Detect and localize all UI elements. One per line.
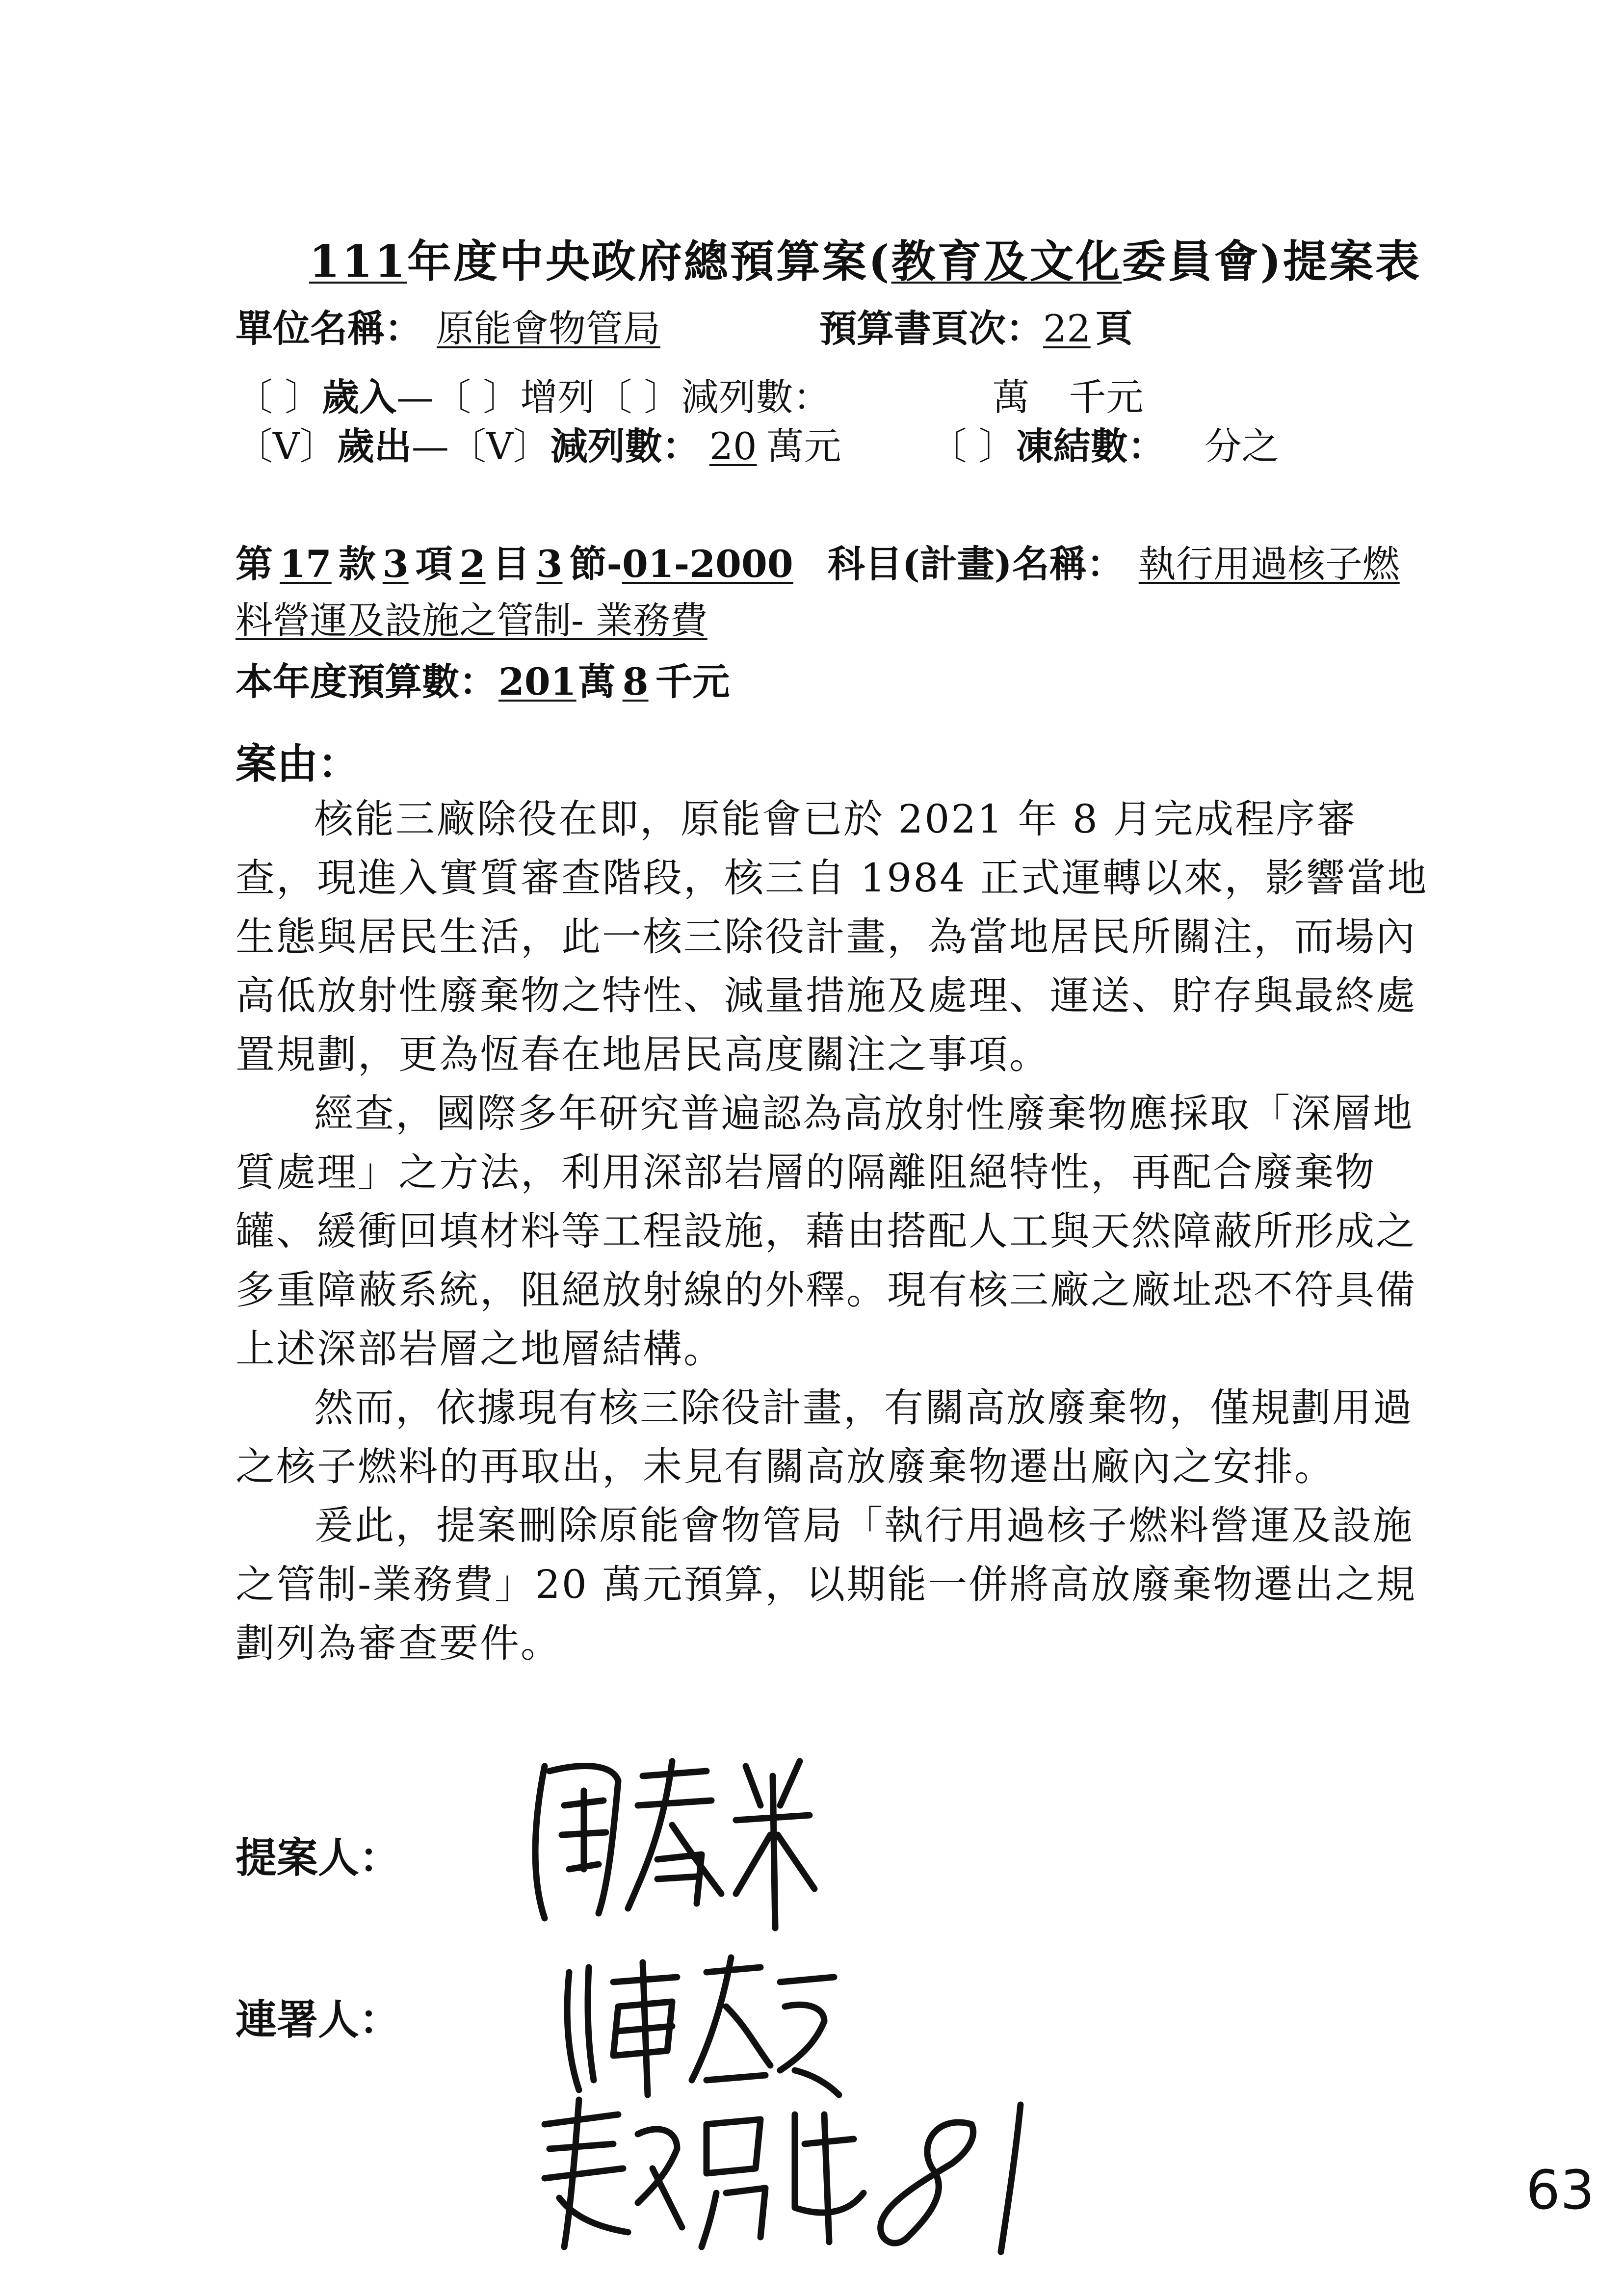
freeze-label: 凍結數： <box>1016 424 1165 468</box>
freeze-blank-2 <box>1289 422 1328 471</box>
revenue-checkbox: 〔 〕 <box>236 375 322 419</box>
expense-option: —〔V〕 <box>411 424 550 468</box>
proposer-label: 提案人： <box>236 1833 401 1882</box>
budget-thousand-label: 千元 <box>655 660 730 704</box>
revenue-kind: 歲入 <box>322 375 397 419</box>
subject-continuation-row <box>236 596 707 645</box>
revenue-row <box>236 373 1144 422</box>
title-main: 年度中央政府總預算案( <box>407 235 891 287</box>
subject-line-1: 執行用過核子燃 <box>1138 542 1400 586</box>
fiscal-year: 111 <box>309 235 407 287</box>
reason-paragraph-4 <box>236 1496 1438 1673</box>
subject-line-2: 料營運及設施之管制- 業務費 <box>236 599 707 642</box>
cut-label: 減列數： <box>550 424 700 468</box>
code-prefix: 第 <box>236 542 273 586</box>
cut-unit: 萬元 <box>766 424 841 468</box>
unit-row <box>236 304 1133 353</box>
revenue-amount-blank <box>831 373 993 422</box>
code-kuan: 17 <box>280 542 332 586</box>
unit-name: 原能會物管局 <box>437 307 660 350</box>
expense-checkbox: 〔V〕 <box>236 424 337 468</box>
code-kuan-label: 款 <box>338 542 376 586</box>
revenue-wan: 萬 <box>992 375 1030 419</box>
budget-label: 本年度預算數： <box>236 660 497 704</box>
code-mu: 2 <box>459 542 486 586</box>
budget-row <box>236 657 730 706</box>
reason-paragraph-2 <box>236 1084 1438 1379</box>
freeze-checkbox: 〔 〕 <box>929 424 1016 468</box>
code-sub: 01 <box>622 542 674 586</box>
code-row <box>236 540 1400 589</box>
subject-label: 科目(計畫)名稱： <box>827 542 1124 586</box>
revenue-thousand-blank <box>1030 373 1069 422</box>
reason-text-4: 爰此，提案刪除原能會物管局「執行用過核子燃料營運及設施之管制-業務費」20 萬元預算，以期能一併將高放廢棄物遷出之規劃列為審查要件。 <box>236 1503 1417 1666</box>
reason-paragraph-1 <box>236 790 1438 1084</box>
code-xiang-label: 項 <box>415 542 453 586</box>
reason-label: 案由： <box>236 739 360 788</box>
cosigner-label: 連署人： <box>236 1995 401 2044</box>
proposer-signature <box>515 1747 819 1933</box>
code-mu-label: 目 <box>492 542 530 586</box>
cosigner-signature-1 <box>550 1953 844 2100</box>
cut-value: 20 <box>709 424 757 468</box>
budget-wan: 201 <box>498 660 576 704</box>
form-title <box>309 226 1421 289</box>
budget-thousand: 8 <box>622 660 649 704</box>
reason-text-2: 經查，國際多年研究普遍認為高放射性廢棄物應採取「深層地質處理」之方法，利用深部岩層的隔離阻絕特性，再配合廢棄物罐、緩衝回填材料等工程設施，藉由搭配人工與天然障蔽所形成之多重障蔽系統，阻絕放射線的外釋。現有核三廠之廠址恐不符具備上述深部岩層之地層結構。 <box>236 1091 1416 1372</box>
page-value: 22 <box>1043 307 1091 350</box>
code-number: -2000 <box>674 542 793 586</box>
budget-wan-label: 萬 <box>578 660 616 704</box>
reason-text-3: 然而，依據現有核三除役計畫，有關高放廢棄物，僅規劃用過之核子燃料的再取出，未見有關高放廢棄物遷出廠內之安排。 <box>236 1385 1414 1489</box>
title-tail: 委員會)提案表 <box>1122 235 1422 287</box>
page-suffix: 頁 <box>1095 307 1133 350</box>
code-jie: 3 <box>536 542 563 586</box>
expense-row <box>236 422 1328 471</box>
unit-label: 單位名稱： <box>236 307 422 350</box>
reason-text-1: 核能三廠除役在即，原能會已於 2021 年 8 月完成程序審查，現進入實質審查階段，核三自 1984 正式運轉以來，影響當地生態與居民生活，此一核三除役計畫，為當地居民所關注，而場內高低放射性廢棄物之特性、減量措施及處理、運送、貯存與最終處置規劃，更為恆春在地居民高度關注之事項。 <box>236 796 1428 1077</box>
cosigner-signature-2 <box>530 2095 1035 2257</box>
page-label: 預算書頁次： <box>819 307 1043 350</box>
reason-paragraph-3 <box>236 1379 1438 1496</box>
freeze-blank-1 <box>1165 422 1205 471</box>
revenue-options: —〔 〕增列〔 〕減列數： <box>396 375 831 419</box>
fraction-label: 分之 <box>1204 424 1279 468</box>
revenue-thousand: 千元 <box>1069 375 1144 419</box>
committee-name: 教育及文化 <box>891 235 1122 287</box>
page-number: 63 <box>1526 2159 1595 2221</box>
code-jie-label: 節 <box>569 542 607 586</box>
code-xiang: 3 <box>382 542 409 586</box>
code-dash: - <box>606 542 622 586</box>
expense-kind: 歲出 <box>337 424 412 468</box>
